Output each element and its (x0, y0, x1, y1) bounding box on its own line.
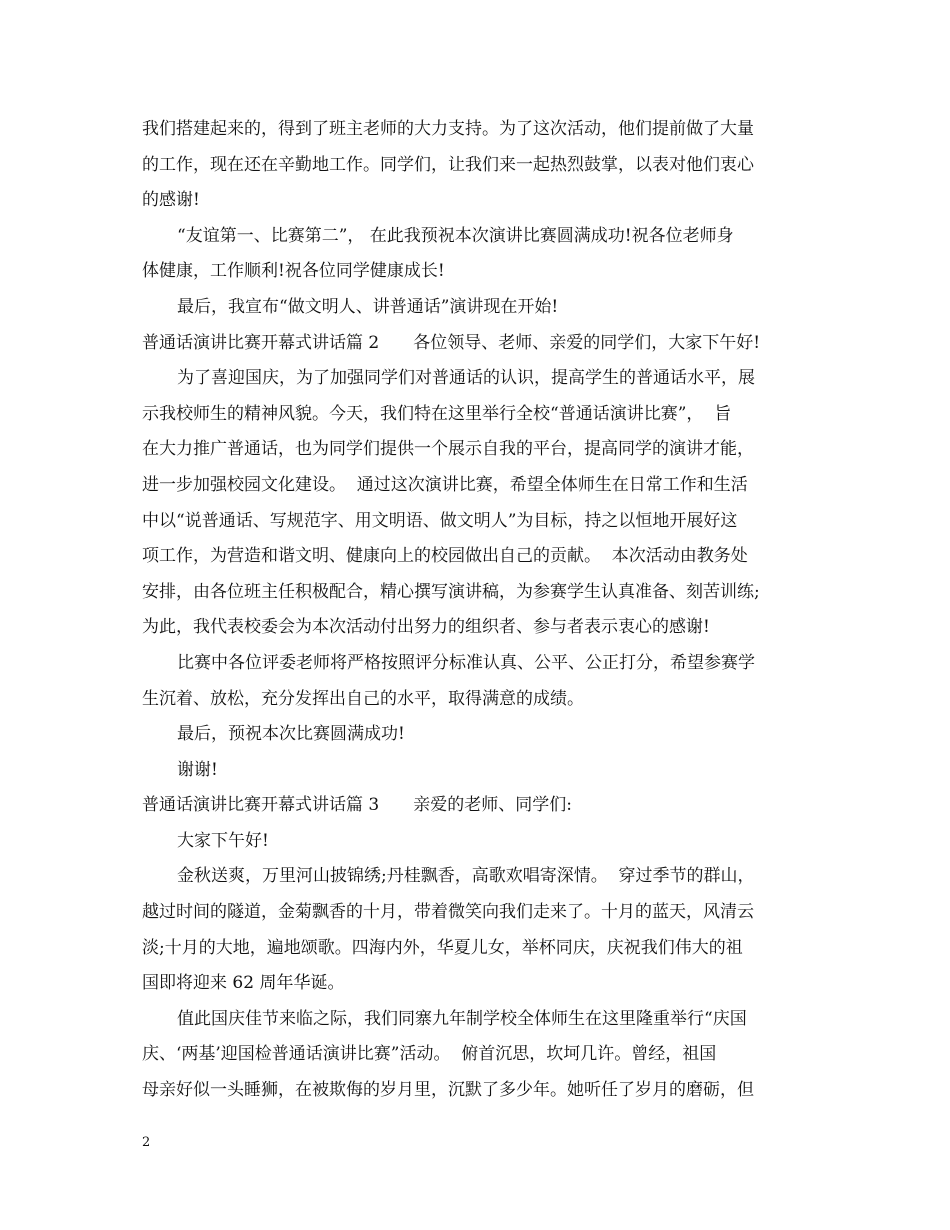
text-line: “友谊第一、比赛第二”， 在此我预祝本次演讲比赛圆满成功!祝各位老师身 (177, 225, 734, 246)
text-line: 示我校师生的精神风貌。今天，我们特在这里举行全校“普通话演讲比赛”， 旨 (142, 403, 732, 424)
document-body (142, 112, 812, 1109)
text-line: 谢谢! (177, 759, 218, 780)
section-heading-line: 普通话演讲比赛开幕式讲话篇 3 亲爱的老师、同学们: (142, 795, 572, 816)
text-line: 值此国庆佳节来临之际，我们同寨九年制学校全体师生在这里隆重举行“庆国 (177, 1008, 747, 1029)
text-line: 生沉着、放松，充分发挥出自己的水平，取得满意的成绩。 (142, 688, 584, 709)
text-line: 大家下午好! (177, 830, 269, 851)
text-line: 为了喜迎国庆，为了加强同学们对普通话的认识，提高学生的普通话水平，展 (177, 368, 755, 389)
text-line: 体健康，工作顺利!祝各位同学健康成长! (142, 261, 445, 282)
text-line: 淡;十月的大地，遍地颂歌。四海内外，华夏儿女，举杯同庆，庆祝我们伟大的祖 (142, 937, 743, 958)
text-line: 最后，我宣布“做文明人、讲普通话”演讲现在开始! (177, 296, 559, 317)
text-line: 安排，由各位班主任积极配合，精心撰写演讲稿，为参赛学生认真准备、刻苦训练; (142, 581, 760, 602)
text-line: 比赛中各位评委老师将严格按照评分标准认真、公平、公正打分，希望参赛学 (177, 652, 755, 673)
text-line: 的工作，现在还在辛勤地工作。同学们，让我们来一起热烈鼓掌，以表对他们衷心 (142, 154, 754, 175)
text-line: 为此，我代表校委会为本次活动付出努力的组织者、参与者表示衷心的感谢! (142, 617, 710, 638)
section-heading-line: 普通话演讲比赛开幕式讲话篇 2 各位领导、老师、亲爱的同学们，大家下午好! (142, 332, 761, 353)
text-line: 母亲好似一头睡狮，在被欺侮的岁月里，沉默了多少年。她听任了岁月的磨砺，但 (142, 1080, 754, 1101)
text-line: 我们搭建起来的，得到了班主老师的大力支持。为了这次活动，他们提前做了大量 (142, 119, 754, 139)
text-line: 越过时间的隧道，金菊飘香的十月，带着微笑向我们走来了。十月的蓝天，风清云 (142, 902, 754, 923)
text-line: 项工作，为营造和谐文明、健康向上的校园做出自己的贡献。 本次活动由教务处 (142, 546, 748, 567)
text-line: 进一步加强校园文化建设。 通过这次演讲比赛，希望全体师生在日常工作和生活 (142, 474, 748, 495)
text-line: 国即将迎来 62 周年华诞。 (142, 973, 345, 994)
text-line: 庆、‘两基’迎国检普通话演讲比赛”活动。 俯首沉思，坎坷几许。曾经，祖国 (142, 1044, 717, 1065)
text-line: 最后，预祝本次比赛圆满成功! (177, 724, 405, 745)
text-line: 金秋送爽，万里河山披锦绣;丹桂飘香，高歌欢唱寄深情。 穿过季节的群山， (177, 866, 755, 887)
text-line: 的感谢! (142, 190, 200, 211)
page-number: 2 (142, 1135, 151, 1150)
text-line: 中以“说普通话、写规范字、用文明语、做文明人”为目标，持之以恒地开展好这 (142, 510, 738, 531)
text-line: 在大力推广普通话，也为同学们提供一个展示自我的平台，提高同学的演讲才能， (142, 439, 754, 460)
